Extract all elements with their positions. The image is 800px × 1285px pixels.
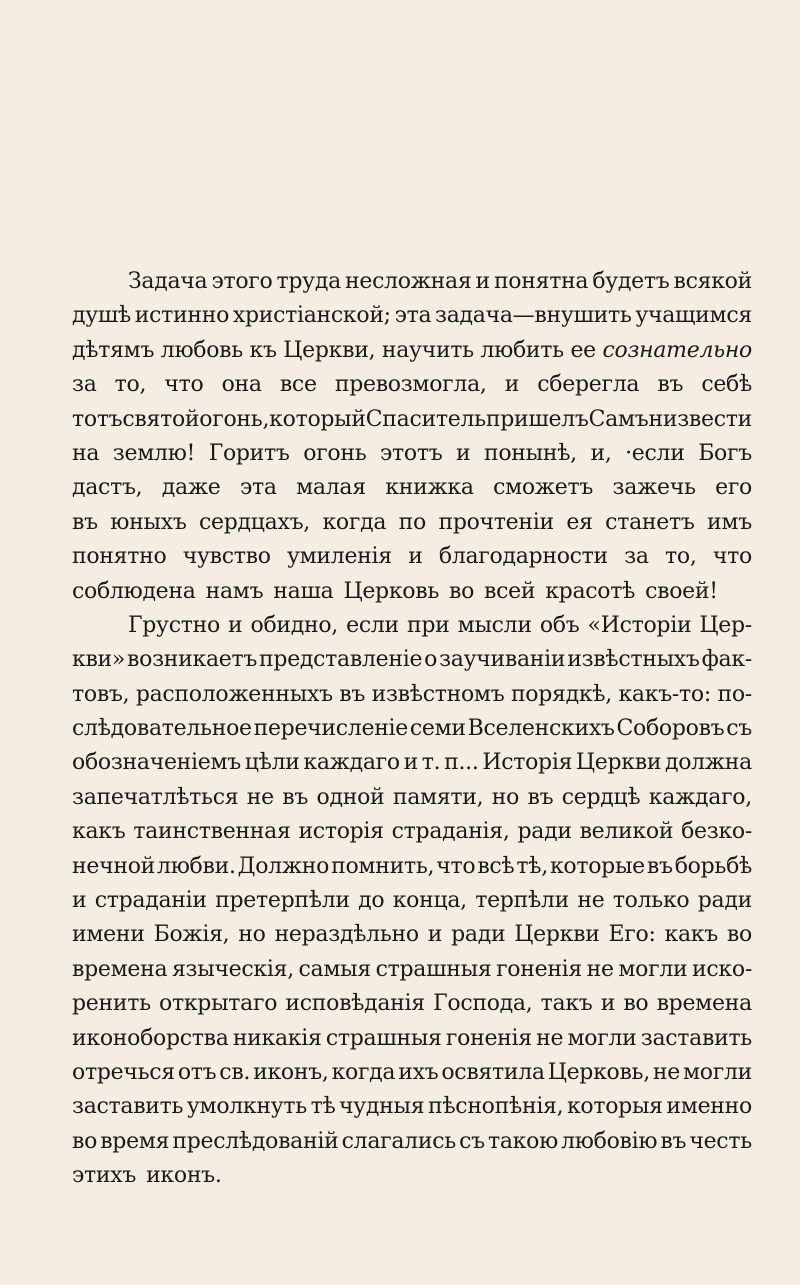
text-line: Грустно и обидно, если при мысли объ «Исторiи Цер-	[128, 612, 752, 638]
text-line: въ юныхъ сердцахъ, когда по прочтенiи ея станетъ имъ	[72, 509, 752, 535]
text-line: заставить умолкнуть тѣ чудныя пѣснопѣнiя, которыя именно	[72, 1094, 752, 1120]
text-line: и страданiи претерпѣли до конца, терпѣли не только ради	[72, 888, 752, 914]
text-line: на землю! Горитъ огонь этотъ и понынѣ, и, ·если Богъ	[72, 440, 752, 466]
text-line: нечной любви. Должно помнить, что всѣ тѣ, которые въ борьбѣ	[72, 853, 752, 879]
text-line: за то, что она все превозмогла, и сберегла въ себѣ	[72, 372, 752, 398]
text-line: этихъ иконъ.	[72, 1163, 222, 1189]
text-line: во время преслѣдованiй слагались съ такою любовiю въ честь	[72, 1128, 752, 1154]
text-line: тотъ святой огонь, который Спаситель пришелъ Самъ низвести	[72, 406, 752, 432]
text-line: времена языческiя, самыя страшныя гоненiя не могли иско-	[72, 956, 752, 982]
text-line: понятно чувство умиленiя и благодарности за то, что	[72, 544, 752, 570]
text-line: иконоборства никакiя страшныя гоненiя не могли заставить	[72, 1025, 752, 1051]
text-line: дастъ, даже эта малая книжка сможетъ зажечь его	[72, 475, 752, 501]
text-line: кви» возникаетъ представленiе о заучиванiи извѣстныхъ фак-	[72, 647, 752, 673]
text-line: душѣ истинно христiанской; эта задача—внушить учащимся	[72, 303, 752, 329]
text-line: Задача этого труда несложная и понятна будетъ всякой	[128, 269, 752, 294]
text-line: слѣдовательное перечисленiе семи Вселенскихъ Соборовъ съ	[72, 716, 752, 742]
text-line: дѣтямъ любовь къ Церкви, научить любить ее сознательно	[72, 337, 752, 363]
text-line: соблюдена намъ наша Церковь во всей красотѣ своей!	[72, 578, 718, 604]
text-line: ренить открытаго исповѣданiя Господа, такъ и во времена	[72, 991, 752, 1017]
text-line: отречься отъ св. иконъ, когда ихъ освятила Церковь, не могли	[72, 1059, 752, 1085]
body-text	[72, 265, 752, 1194]
text-line: запечатлѣться не въ одной памяти, но въ сердцѣ каждаго,	[72, 784, 752, 810]
text-line: обозначенiемъ цѣли каждаго и т. п... Исторiя Церкви должна	[72, 750, 752, 776]
text-line: товъ, расположенныхъ въ извѣстномъ порядкѣ, какъ-то: по-	[72, 681, 752, 707]
text-line: имени Божiя, но нераздѣльно и ради Церкви Его: какъ во	[72, 922, 752, 948]
text-line: какъ таинственная исторiя страданiя, ради великой безко-	[72, 819, 752, 845]
